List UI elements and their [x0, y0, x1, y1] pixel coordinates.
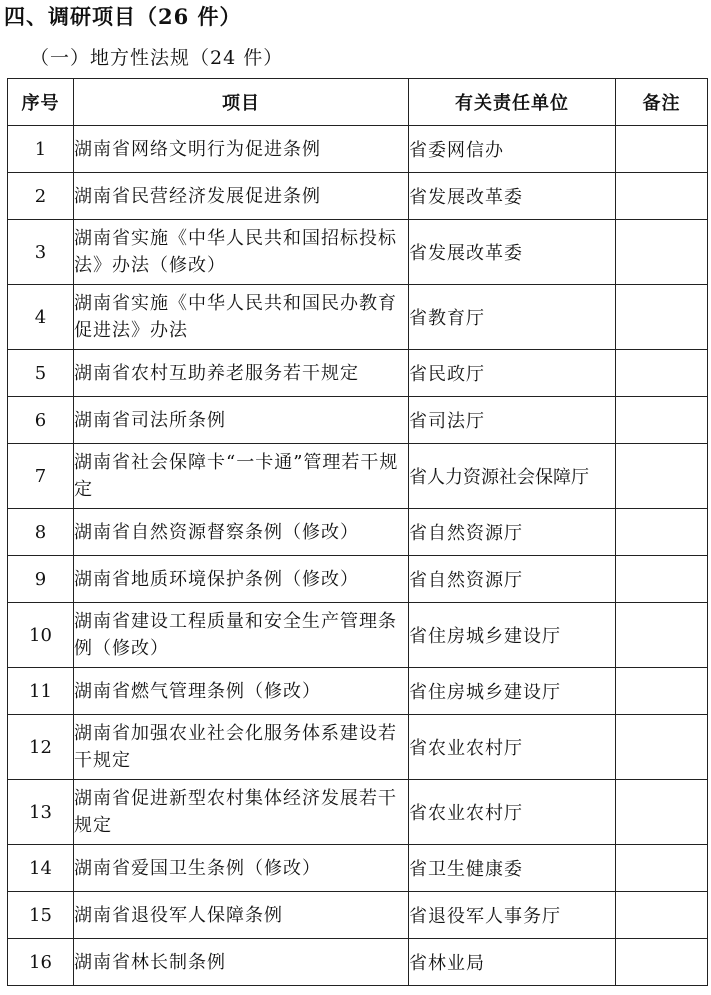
header-no: 序号	[8, 79, 74, 126]
table-row	[8, 668, 708, 715]
table-row	[8, 715, 708, 780]
project-name: 湖南省民营经济发展促进条例	[74, 173, 409, 220]
responsible-unit: 省退役军人事务厅	[409, 892, 616, 939]
row-number: 8	[8, 509, 74, 556]
row-note	[616, 126, 708, 173]
row-note	[616, 444, 708, 509]
row-note	[616, 556, 708, 603]
projects-table	[7, 78, 708, 986]
row-note	[616, 220, 708, 285]
table-row	[8, 892, 708, 939]
responsible-unit: 省发展改革委	[409, 173, 616, 220]
row-note	[616, 780, 708, 845]
row-number: 3	[8, 220, 74, 285]
project-name: 湖南省社会保障卡“一卡通”管理若干规定	[74, 444, 409, 509]
row-number: 7	[8, 444, 74, 509]
row-number: 1	[8, 126, 74, 173]
project-name: 湖南省实施《中华人民共和国民办教育促进法》办法	[74, 285, 409, 350]
project-name: 湖南省促进新型农村集体经济发展若干规定	[74, 780, 409, 845]
responsible-unit: 省卫生健康委	[409, 845, 616, 892]
header-note: 备注	[616, 79, 708, 126]
table-row	[8, 126, 708, 173]
project-name: 湖南省建设工程质量和安全生产管理条例（修改）	[74, 603, 409, 668]
sub-title: （一）地方性法规（24 件）	[30, 47, 284, 69]
project-name: 湖南省爱国卫生条例（修改）	[74, 845, 409, 892]
row-note	[616, 845, 708, 892]
project-name: 湖南省网络文明行为促进条例	[74, 126, 409, 173]
project-name: 湖南省地质环境保护条例（修改）	[74, 556, 409, 603]
table-header-row	[8, 79, 708, 126]
table-row	[8, 444, 708, 509]
project-name: 湖南省燃气管理条例（修改）	[74, 668, 409, 715]
table-row	[8, 780, 708, 845]
row-note	[616, 285, 708, 350]
row-number: 2	[8, 173, 74, 220]
project-name: 湖南省自然资源督察条例（修改）	[74, 509, 409, 556]
row-note	[616, 603, 708, 668]
row-number: 9	[8, 556, 74, 603]
table-row	[8, 285, 708, 350]
table-row	[8, 556, 708, 603]
project-name: 湖南省农村互助养老服务若干规定	[74, 350, 409, 397]
row-note	[616, 173, 708, 220]
responsible-unit: 省委网信办	[409, 126, 616, 173]
row-note	[616, 939, 708, 986]
header-name: 项目	[74, 79, 409, 126]
row-note	[616, 397, 708, 444]
row-number: 16	[8, 939, 74, 986]
row-note	[616, 350, 708, 397]
row-number: 15	[8, 892, 74, 939]
table-row	[8, 350, 708, 397]
responsible-unit: 省民政厅	[409, 350, 616, 397]
project-name: 湖南省司法所条例	[74, 397, 409, 444]
responsible-unit: 省司法厅	[409, 397, 616, 444]
table-row	[8, 845, 708, 892]
project-name: 湖南省林长制条例	[74, 939, 409, 986]
table-row	[8, 397, 708, 444]
row-number: 11	[8, 668, 74, 715]
table-row	[8, 509, 708, 556]
row-number: 6	[8, 397, 74, 444]
responsible-unit: 省自然资源厅	[409, 556, 616, 603]
row-note	[616, 892, 708, 939]
row-number: 5	[8, 350, 74, 397]
row-number: 14	[8, 845, 74, 892]
table-row	[8, 939, 708, 986]
row-note	[616, 715, 708, 780]
responsible-unit: 省住房城乡建设厅	[409, 668, 616, 715]
responsible-unit: 省人力资源社会保障厅	[409, 444, 616, 509]
project-name: 湖南省实施《中华人民共和国招标投标法》办法（修改）	[74, 220, 409, 285]
row-note	[616, 668, 708, 715]
table-row	[8, 173, 708, 220]
responsible-unit: 省住房城乡建设厅	[409, 603, 616, 668]
table-row	[8, 220, 708, 285]
row-number: 12	[8, 715, 74, 780]
row-note	[616, 509, 708, 556]
row-number: 10	[8, 603, 74, 668]
responsible-unit: 省自然资源厅	[409, 509, 616, 556]
row-number: 13	[8, 780, 74, 845]
header-unit: 有关责任单位	[409, 79, 616, 126]
table-row	[8, 603, 708, 668]
responsible-unit: 省农业农村厅	[409, 715, 616, 780]
responsible-unit: 省发展改革委	[409, 220, 616, 285]
row-number: 4	[8, 285, 74, 350]
responsible-unit: 省农业农村厅	[409, 780, 616, 845]
responsible-unit: 省林业局	[409, 939, 616, 986]
project-name: 湖南省加强农业社会化服务体系建设若干规定	[74, 715, 409, 780]
section-title: 四、调研项目（26 件）	[4, 4, 242, 29]
responsible-unit: 省教育厅	[409, 285, 616, 350]
project-name: 湖南省退役军人保障条例	[74, 892, 409, 939]
